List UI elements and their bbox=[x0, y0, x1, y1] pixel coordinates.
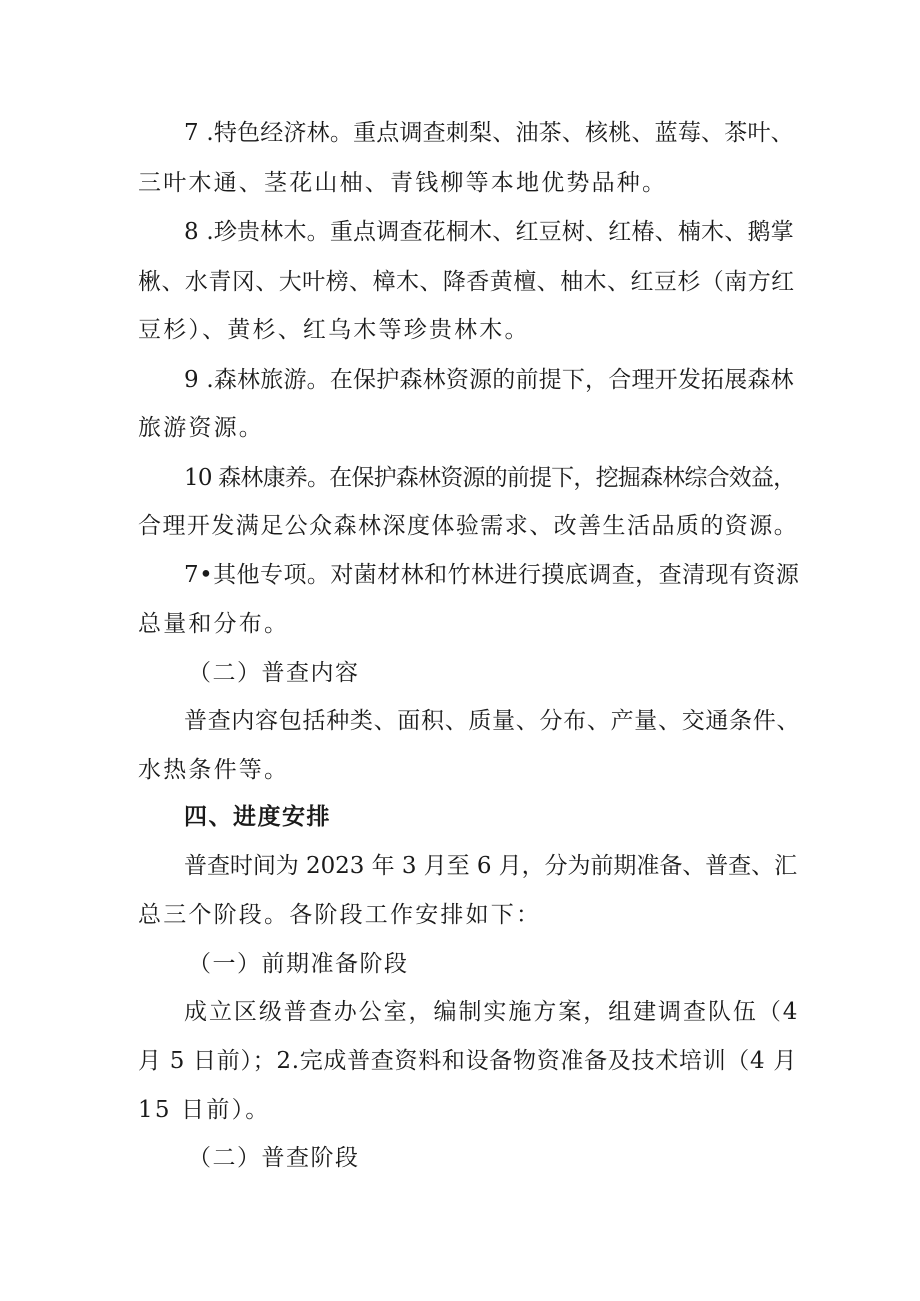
paragraph-line: 7•其他专项。对菌材林和竹林进行摸底调查，查清现有资源 bbox=[184, 562, 800, 588]
paragraph-line: 8 .珍贵林木。重点调查花桐木、红豆树、红椿、楠木、鹅掌 bbox=[184, 219, 794, 245]
paragraph-line: 总量和分布。 bbox=[138, 611, 290, 637]
paragraph-line: 普查内容包括种类、面积、质量、分布、产量、交通条件、 bbox=[184, 708, 801, 734]
paragraph-line: 旅游资源。 bbox=[138, 415, 264, 441]
paragraph-line: 10 森林康养。在保护森林资源的前提下，挖掘森林综合效益， bbox=[184, 465, 796, 491]
section-subheading: （二）普查阶段 bbox=[188, 1145, 360, 1171]
paragraph-line: 普查时间为 2023 年 3 月至 6 月，分为前期准备、普查、汇 bbox=[184, 853, 798, 879]
section-heading: 四、进度安排 bbox=[184, 804, 331, 830]
paragraph-line: 9 .森林旅游。在保护森林资源的前提下，合理开发拓展森林 bbox=[184, 367, 794, 393]
paragraph-line: 水热条件等。 bbox=[138, 757, 290, 783]
paragraph-line: 三叶木通、茎花山柚、青钱柳等本地优势品种。 bbox=[138, 170, 668, 196]
section-subheading: （二）普查内容 bbox=[188, 660, 360, 686]
paragraph-line: 楸、水青冈、大叶榜、樟木、降香黄檀、柚木、红豆杉（南方红 bbox=[138, 269, 795, 295]
paragraph-line: 合理开发满足公众森林深度体验需求、改善生活品质的资源。 bbox=[138, 513, 799, 539]
paragraph-line: 成立区级普查办公室，编制实施方案，组建调查队伍（4 bbox=[184, 999, 800, 1025]
paragraph-line: 7 .特色经济林。重点调查刺梨、油茶、核桃、蓝莓、茶叶、 bbox=[184, 120, 794, 146]
paragraph-line: 15 日前）。 bbox=[138, 1097, 271, 1123]
paragraph-line: 豆杉）、黄杉、红乌木等珍贵林木。 bbox=[138, 317, 530, 343]
paragraph-line: 月 5 日前）；2.完成普查资料和设备物资准备及技术培训（4 月 bbox=[138, 1048, 798, 1074]
paragraph-line: 总三个阶段。各阶段工作安排如下： bbox=[138, 902, 542, 928]
section-subheading: （一）前期准备阶段 bbox=[188, 951, 409, 977]
